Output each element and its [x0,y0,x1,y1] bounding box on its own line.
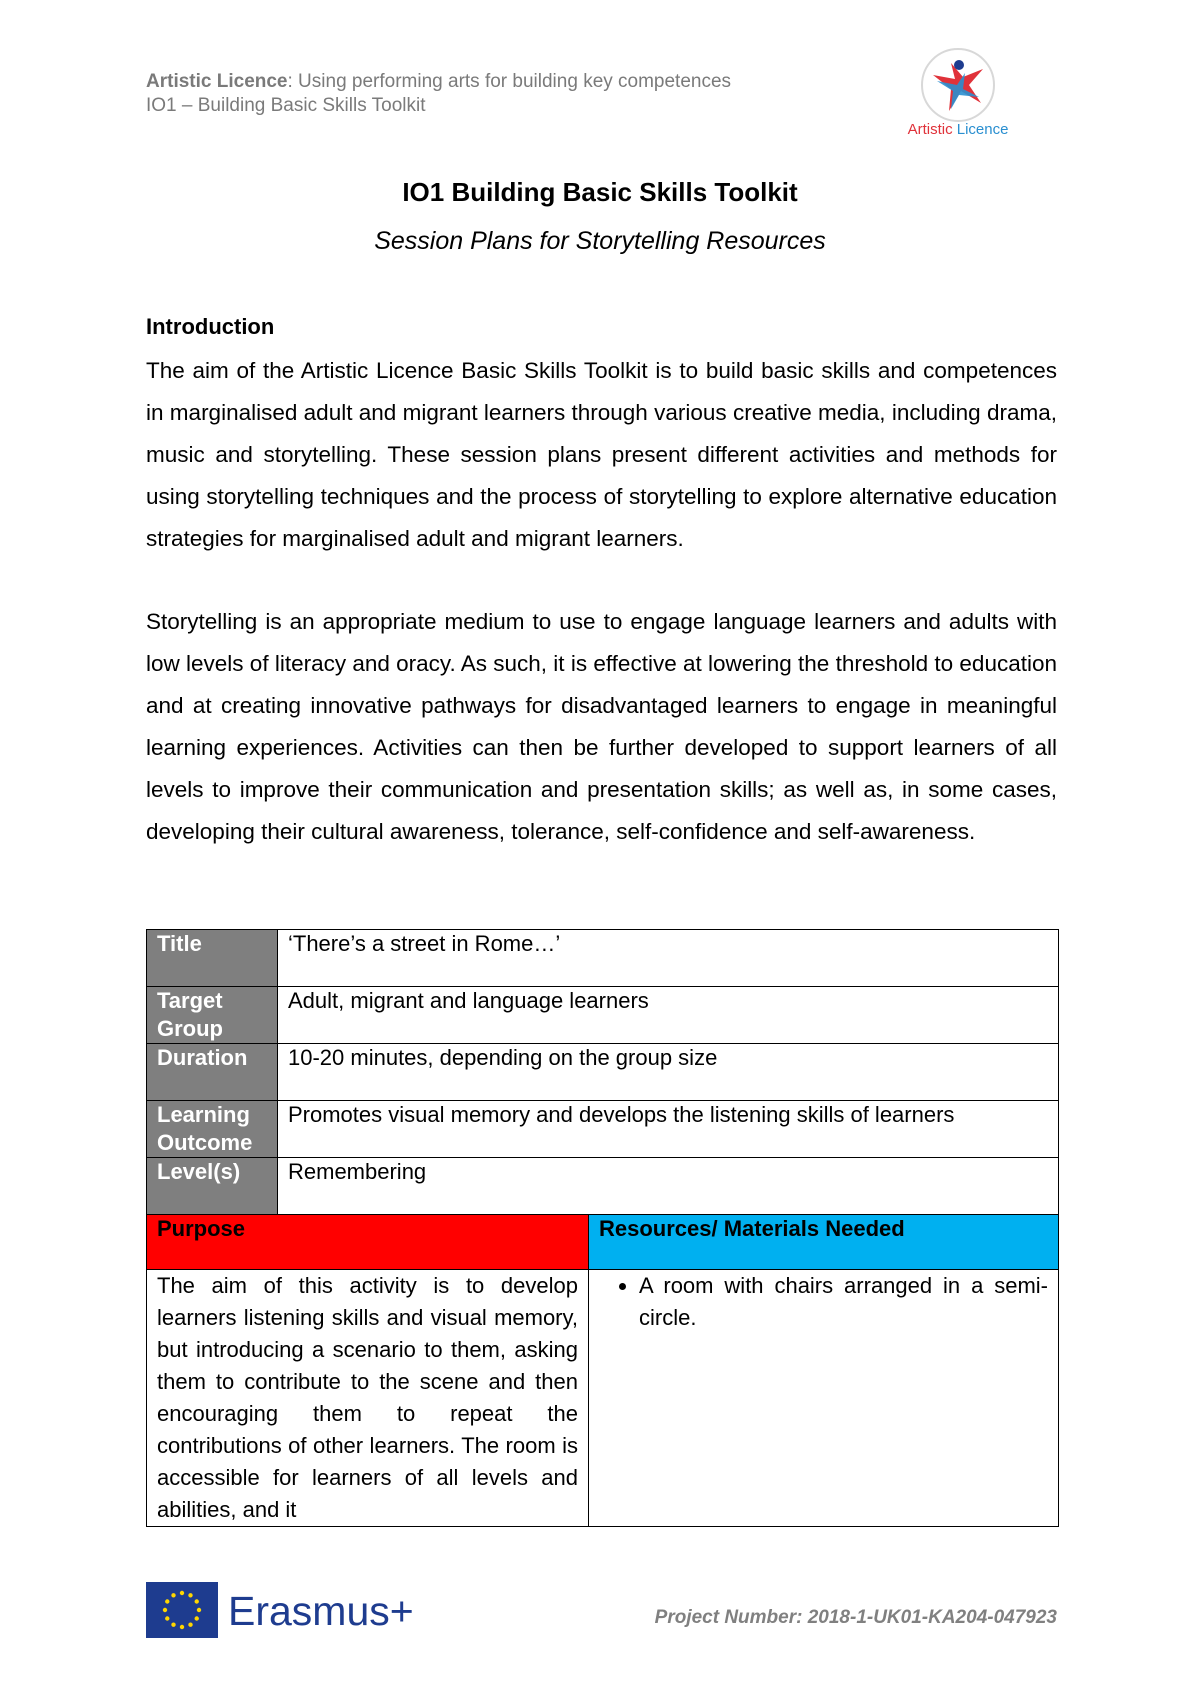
session-plan-table [146,929,1059,1527]
row-label: Level(s) [147,1158,278,1215]
eu-star [180,1625,184,1629]
resources-heading: Resources/ Materials Needed [589,1215,1059,1270]
table-row-levels [147,1158,1059,1215]
eu-star [171,1623,175,1627]
eu-star [165,1616,169,1620]
eu-star [197,1608,201,1612]
logo-word-artistic: Artistic [907,121,953,138]
row-label: Learning Outcome [147,1101,278,1158]
eu-flag-icon [146,1582,218,1638]
row-value: ‘There’s a street in Rome…’ [278,930,1059,987]
resources-list-item: • A room with chairs arranged in a semi-circle. [639,1270,1048,1334]
introduction-heading: Introduction [146,314,275,339]
header-brand: Artistic Licence [146,71,288,92]
logo-wordmark [893,121,1023,138]
row-value: 10-20 minutes, depending on the group size [278,1044,1059,1101]
row-value: Remembering [278,1158,1059,1215]
header-line-1 [146,70,906,94]
row-label: Target Group [147,987,278,1044]
intro-paragraph-1: The aim of the Artistic Licence Basic Skills Toolkit is to build basic skills and competences in marginalised adult and migrant learners through various creative media, including drama, music and storytelling. These session plans present different activities and methods for using storytelling techniques and the process of storytelling to explore alternative education strategies for marginalised adult and migrant learners. [146,358,1057,551]
header-line-2: IO1 – Building Basic Skills Toolkit [146,95,426,116]
artistic-licence-star-icon [893,45,1023,125]
row-value: Promotes visual memory and develops the listening skills of learners [278,1101,1059,1158]
resources-cell [589,1270,1059,1527]
document-header [146,70,906,118]
row-label: Duration [147,1044,278,1101]
row-label: Title [147,930,278,987]
row-value: Adult, migrant and language learners [278,987,1059,1044]
purpose-heading: Purpose [147,1215,589,1270]
eu-star [180,1591,184,1595]
project-number: Project Number: 2018-1-UK01-KA204-047923 [654,1607,1057,1628]
erasmus-logo [146,1582,414,1643]
table-row-section-content [147,1270,1059,1527]
eu-star [188,1593,192,1597]
table-row-title [147,930,1059,987]
eu-star [165,1599,169,1603]
eu-star [195,1599,199,1603]
table-row-duration [147,1044,1059,1101]
header-tagline: : Using performing arts for building key competences [287,71,732,92]
eu-star [195,1616,199,1620]
table-row-target-group [147,987,1059,1044]
table-row-learning-outcome [147,1101,1059,1158]
logo-word-licence: Licence [956,121,1009,138]
erasmus-label: Erasmus+ [228,1588,414,1634]
eu-star [171,1593,175,1597]
table-row-section-headings [147,1215,1059,1270]
page-title: IO1 Building Basic Skills Toolkit [402,177,798,207]
artistic-licence-logo [893,45,1023,140]
page-subtitle: Session Plans for Storytelling Resources [374,227,826,255]
eu-star [163,1608,167,1612]
resources-list [599,1270,1048,1334]
intro-paragraph-2: Storytelling is an appropriate medium to use to engage language learners and adults with low levels of literacy and oracy. As such, it is effective at lowering the threshold to education and at creating innovative pathways for disadvantaged learners to engage in meaningful learning experiences. Activities can then be further developed to support learners of all levels to improve their communication and presentation skills; as well as, in some cases, developing their cultural awareness, tolerance, self-confidence and self-awareness. [146,609,1057,844]
purpose-text: The aim of this activity is to develop learners listening skills and visual memory, but introducing a scenario to them, asking them to contribute to the scene and then encouraging them to repeat the contributions of other learners. The room is accessible for learners of all levels and abilities, and it [147,1270,589,1527]
eu-star [188,1623,192,1627]
